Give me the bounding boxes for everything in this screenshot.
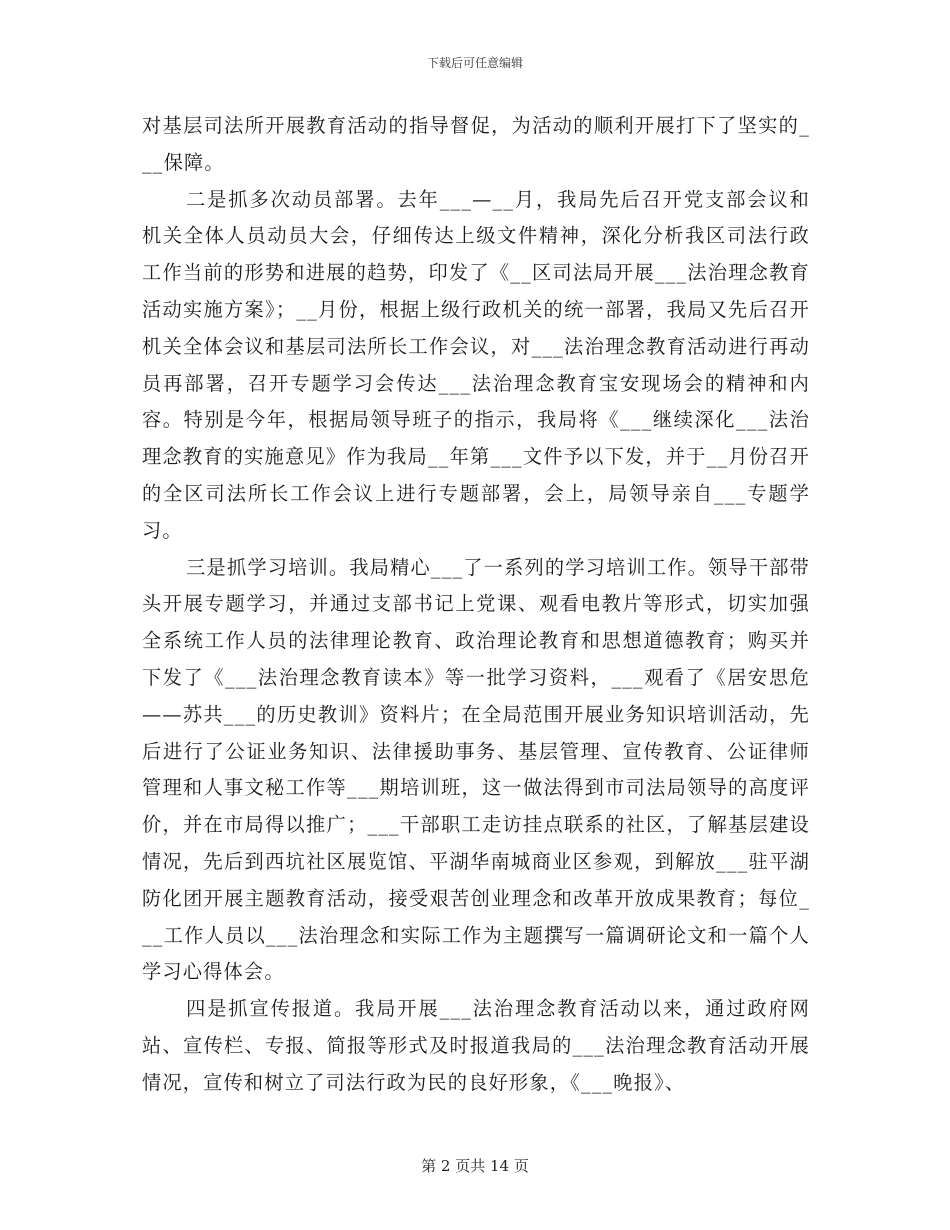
- paragraph-continuation: 对基层司法所开展教育活动的指导督促，为活动的顺利开展打下了坚实的___保障。: [142, 114, 810, 174]
- paragraph-publicity: 四是抓宣传报道。我局开展___法治理念教育活动以来，通过政府网站、宣传栏、专报、简报等形式及时报道我局的___法治理念教育活动开展情况，宣传和树立了司法行政为民的良好形象，《___晚报》、: [142, 997, 810, 1094]
- page-number: 第 2 页共 14 页: [421, 1157, 529, 1175]
- paragraph-training: 三是抓学习培训。我局精心___了一系列的学习培训工作。领导干部带头开展专题学习，并通过支部书记上党课、观看电教片等形式，切实加强全系统工作人员的法律理论教育、政治理论教育和思想道德教育；购买并下发了《___法治理念教育读本》等一批学习资料，___观看了《居安思危——苏共___的历史教训》资料片；在全局范围开展业务知识培训活动，先后进行了公证业务知识、法律援助事务、基层管理、宣传教育、公证律师管理和人事文秘工作等___期培训班，这一做法得到市司法局领导的高度评价，并在市局得以推广；___干部职工走访挂点联系的社区，了解基层建设情况，先后到西坑社区展览馆、平湖华南城商业区参观，到解放___驻平湖防化团开展主题教育活动，接受艰苦创业理念和改革开放成果教育；每位___工作人员以___法治理念和实际工作为主题撰写一篇调研论文和一篇个人学习心得体会。: [142, 555, 810, 984]
- document-body: [142, 108, 810, 1102]
- page-header-note: 下载后可任意编辑: [426, 56, 523, 70]
- paragraph-mobilization: 二是抓多次动员部署。去年___—__月，我局先后召开党支部会议和机关全体人员动员大会，仔细传达上级文件精神，深化分析我区司法行政工作当前的形势和进展的趋势，印发了《__区司法局开展___法治理念教育活动实施方案》；__月份，根据上级行政机关的统一部署，我局又先后召开机关全体会议和基层司法所长工作会议，对___法治理念教育活动进行再动员再部署，召开专题学习会传达___法治理念教育宝安现场会的精神和内容。特别是今年，根据局领导班子的指示，我局将《___继续深化___法治理念教育的实施意见》作为我局__年第___文件予以下发，并于__月份召开的全区司法所长工作会议上进行专题部署，会上，局领导亲自___专题学习。: [142, 187, 810, 542]
